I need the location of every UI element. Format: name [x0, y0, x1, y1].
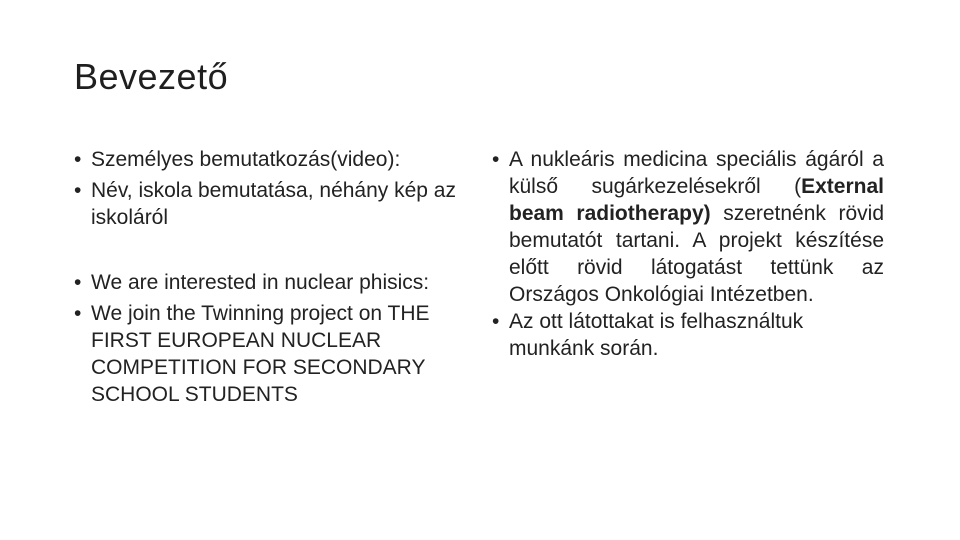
bullet-icon: • [492, 310, 500, 333]
list-item [492, 308, 884, 362]
list-item-bold-text: External beam radiotherapy) [509, 175, 884, 225]
bullet-icon: • [492, 148, 500, 171]
list-item-text: We are interested in nuclear phisics: [91, 271, 430, 294]
list-item-text: Személyes bemutatkozás(video): [91, 148, 401, 171]
list-item-text: Az ott látottakat is felhasználtuk munkánk során. [509, 310, 804, 360]
right-column [492, 146, 884, 362]
bullet-icon: • [74, 271, 82, 294]
slide-title: Bevezető [74, 56, 229, 97]
spacer [74, 231, 474, 269]
list-item [74, 269, 474, 296]
list-item-text: We join the Twinning project on THE FIRST EUROPEAN NUCLEAR COMPETITION FOR SECONDARY SCHOOL STUDENTS [91, 302, 430, 406]
list-item-text-part2: szeretnénk rövid bemutatót tartani. A projekt készítése előtt rövid látogatást tettünk az Országos Onkológiai Intézetben. [509, 202, 884, 306]
list-item-text-part1: A nukleáris medicina speciális ágáról a külső sugárkezelésekről ( [509, 148, 884, 198]
bullet-icon: • [74, 302, 82, 325]
list-item [74, 177, 474, 231]
list-item [492, 146, 884, 308]
left-column [74, 146, 474, 408]
bullet-icon: • [74, 148, 82, 171]
bullet-icon: • [74, 179, 82, 202]
list-item-text: Név, iskola bemutatása, néhány kép az iskoláról [91, 179, 456, 229]
list-item [74, 146, 474, 173]
list-item [74, 300, 474, 408]
